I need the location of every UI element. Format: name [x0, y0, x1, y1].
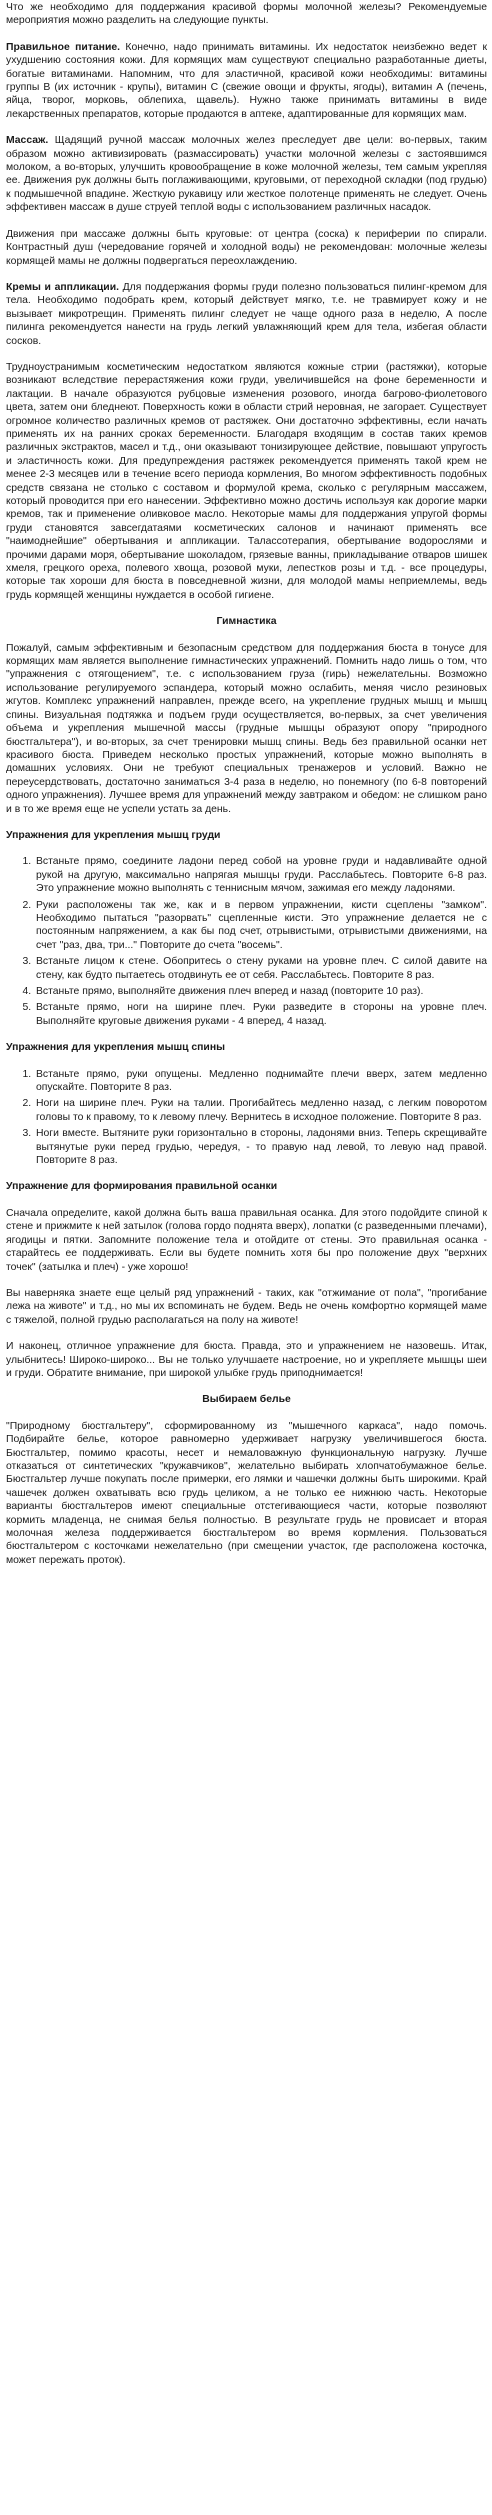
creams-lead: Кремы и аппликации.: [6, 281, 119, 293]
list-item: 2. Руки расположены так же, как и в первом упражнении, кисти сцеплены "замком". Необходимо пытаться "разорвать" сцепленные кисти. Это упражнение делается не с постоянным напряжением, а как бы под счет, отрывистыми, отрывистыми движениями, на счет "раз, два, три..." Повторите до счета "восемь".: [34, 899, 487, 953]
massage-text: Щадящий ручной массаж молочных желез преследует две цели: во-первых, таким образом можно активизировать (размассировать) участки молочной железы с застоявшимся молоком, а во-вторых, улучшить кровообращение в коже молочной железы, тем самым укрепляя ее. Движения рук должны быть поглаживающими, круговыми, от переходной складки (под грудью) к подмышечной впадине. Жесткую рукавицу или жесткое полотенце применять не следует. Очень эффективен массаж в душе струей теплой воды с использованием различных насадок.: [6, 135, 487, 214]
list-item: 1. Встаньте прямо, соедините ладони перед собой на уровне груди и надавливайте одной рукой на другую, максимально напрягая мышцы груди. Расслабьтесь. Повторите 6-8 раз. Это упражнение можно выполнять с теннисным мячом, зажимая его между ладонями.: [34, 855, 487, 895]
chest-exercise-list: [6, 855, 487, 1028]
list-item: 3. Встаньте лицом к стене. Обопритесь о стену руками на уровне плеч. С силой давите на стену, как будто пытаетесь отодвинуть ее от себя. Расслабьтесь. Повторите 8 раз.: [34, 955, 487, 982]
nutrition-lead: Правильное питание.: [6, 41, 121, 53]
list-item: 2. Ноги на ширине плеч. Руки на талии. Прогибайтесь медленно назад, с легким поворотом головы то к правому, то к левому плечу. Вернитесь в исходное положение. Повторите 8 раз.: [34, 1097, 487, 1124]
bra-paragraph: "Природному бюстгальтеру", сформированному из "мышечного каркаса", надо помочь. Подбирайте белье, которое равномерно удерживает нагрузку увеличившегося бюста. Бюстгальтер, помимо красоты, несет и немаловажную функциональную нагрузку. Лучше отказаться от синтетических "кружавчиков", желательно выбирать хлопчатобумажное белье. Бюстгальтер лучше покупать после примерки, его лямки и чашечки должны быть широкими. Край чашечек должен охватывать всю грудь целиком, а не только ее нижнюю часть. Некоторые варианты бюстгальтеров имеют специальные отстегивающиеся части, которые позволяют кормить младенца, не снимая белья полностью. В результате грудь не провисает и вторая молочная железа поддерживается бюстгальтером во время кормления. Пользоваться бюстгальтером с косточками нежелательно (при смещении участок, где расположена косточка, может пережать проток).: [6, 1420, 487, 1566]
back-exercise-list: [6, 1068, 487, 1168]
massage-paragraph: [6, 134, 487, 214]
list-item: 5. Встаньте прямо, ноги на ширине плеч. Руки разведите в стороны на уровне плеч. Выполняйте круговые движения руками - 4 вперед, 4 назад.: [34, 1001, 487, 1028]
gym-heading: Гимнастика: [216, 616, 277, 628]
massage-lead: Массаж.: [6, 135, 49, 147]
list-item: 1. Встаньте прямо, руки опущены. Медленно поднимайте плечи вверх, затем медленно опускайте. Повторите 8 раз.: [34, 1068, 487, 1095]
chest-heading: Упражнения для укрепления мышц груди: [6, 829, 221, 841]
intro-paragraph: Что же необходимо для поддержания красивой формы молочной железы? Рекомендуемые мероприятия можно разделить на следующие пункты.: [6, 2, 487, 27]
posture-paragraph-3: И наконец, отличное упражнение для бюста. Правда, это и упражнением не назовешь. Итак, улыбнитесь! Широко-широко... Вы не только улучшаете настроение, но и укрепляете мышцы шеи и груди. Обратите внимание, при широкой улыбке грудь приподнимается!: [6, 1341, 487, 1379]
creams-paragraph: [6, 281, 487, 348]
striae-paragraph: Трудноустранимым косметическим недостатком являются кожные стрии (растяжки), которые возникают вследствие перерастяжения кожи груди, увеличившейся на фоне беременности и лактации. В начале образуются рубцовые изменения розового, иногда багрово-фиолетового цвета, затем они бледнеют. Поверхность кожи в области стрий неровная, не загорает. Существует огромное количество различных кремов от растяжек. Они достаточно эффективны, если начать применять их на ранних сроках беременности. Благодаря входящим в состав таких кремов различных экстрактов, масел и т.д., они оказывают тонизирующее действие, повышают упругость и эластичность кожи. Для предупреждения растяжек рекомендуется применять такой крем не менее 2-3 месяцев или в течение всего периода кормления, Во многом эффективность подобных средств связана не столько с составом и формулой крема, сколько с регулярным массажем, который проводится при его нанесении. Эффективно можно достичь используя как дорогие марки кремов, так и применение оливковое масло. Некоторые мамы для поддержания упругой формы груди становятся завсегдатаями косметических салонов и начинают применять все "наимоднейшие" обертывания и аппликации. Талассотерапия, обертывание водорослями и прочими дарами моря, обертывание шоколадом, грязевые ванны, прикладывание отваров шишек хмеля, грецкого ореха, полевого хвоща, розовой муки, лепестков розы и т.д. - все процедуры, которые так хороши для бюста в повседневной жизни, для молодой мамы неприемлемы, ведь грудь кормящей женщины нуждается в особой гигиене.: [6, 361, 487, 601]
nutrition-paragraph: [6, 41, 487, 121]
list-item: 4. Встаньте прямо, выполняйте движения плеч вперед и назад (повторите 10 раз).: [34, 985, 487, 998]
bra-heading: Выбираем белье: [202, 1394, 291, 1406]
creams-text: Для поддержания формы груди полезно пользоваться пилинг-кремом для тела. Необходимо подобрать крем, который действует мягко, т.е. не травмирует кожу и не вызывает микротрещин. Применять пилинг следует не чаще одного раза в неделю, А после пилинга рекомендуется нанести на грудь легкий увлажняющий крем для тела, избегая области сосков.: [6, 281, 487, 347]
list-item: 3. Ноги вместе. Вытяните руки горизонтально в стороны, ладонями вниз. Теперь скрещивайте вытянутые руки перед грудью, чередуя, - то правую над левой, то левую над правой. Повторите 8 раз.: [34, 1127, 487, 1167]
gym-paragraph: Пожалуй, самым эффективным и безопасным средством для поддержания бюста в тонусе для кормящих мам является выполнение гимнастических упражнений. Помнить надо лишь о том, что "упражнения с отягощением", т.е. с использованием груза (гирь) нежелательны. Возможно использование регулируемого эспандера, который можно ослабить, меняя число резиновых жгутов. Комплекс упражнений направлен, прежде всего, на укрепление грудных мышц и мышц спины. Визуальная подтяжка и подъем груди осуществляется, во-первых, за счет увеличения объема и укрепления мышечной массы (грудные мышцы образуют опору "природного бюстгальтера"), и во-вторых, за счет тренировки мышц спины. Ведь без правильной осанки нет красивого бюста. Приведем несколько простых упражнений, которые можно выполнять в домашних условиях. Они не требуют специальных тренажеров и условий. Важно не переусердствовать, достаточно заниматься 3-4 раза в неделю, но понемногу (по 6-8 повторений одного упражнения). Лучшее время для упражнений между завтраком и обедом: не слишком рано и в то же время еще не успели устать за день.: [6, 642, 487, 815]
posture-heading: Упражнение для формирования правильной осанки: [6, 1181, 278, 1193]
nutrition-text: Конечно, надо принимать витамины. Их недостаток неизбежно ведет к ухудшению состояния кожи. Для кормящих мам существуют специально разработанные диеты, богатые витаминами. Напомним, что для эластичной, красивой кожи необходимы: витамины группы В (их источник - крупы), витамин С (свежие овощи и фрукты, ягоды), витамин А (печень, яйца, творог, морковь, облепиха, щавель). Нужно также принимать витамины в виде лекарственных препаратов, которые продаются в аптеке, адаптированные для кормящих мам.: [6, 41, 487, 120]
shower-paragraph: Движения при массаже должны быть круговые: от центра (соска) к периферии по спирали. Контрастный душ (чередование горячей и холодной воды) не рекомендован: молочные железы кормящей мамы не должны подвергаться переохлаждению.: [6, 228, 487, 267]
back-heading: Упражнения для укрепления мышц спины: [6, 1042, 225, 1054]
posture-paragraph-1: Сначала определите, какой должна быть ваша правильная осанка. Для этого подойдите спиной к стене и прижмите к ней затылок (голова гордо поднята вверх), лопатки (с разведенными плечами), ягодицы и пятки. Запомните положение тела и отойдите от стены. Это правильная осанка - старайтесь ее поддерживать. Если вы будете помнить хотя бы про положение двух "верхних точек" (затылка и плеч) - уже хорошо!: [6, 1207, 487, 1273]
posture-paragraph-2: Вы наверняка знаете еще целый ряд упражнений - таких, как "отжимание от пола", "прогибание лежа на животе" и т.д., но мы их вспоминать не будем. Ведь не очень комфортно кормящей маме с тяжелой, полной грудью располагаться на полу на животе!: [6, 1287, 487, 1326]
